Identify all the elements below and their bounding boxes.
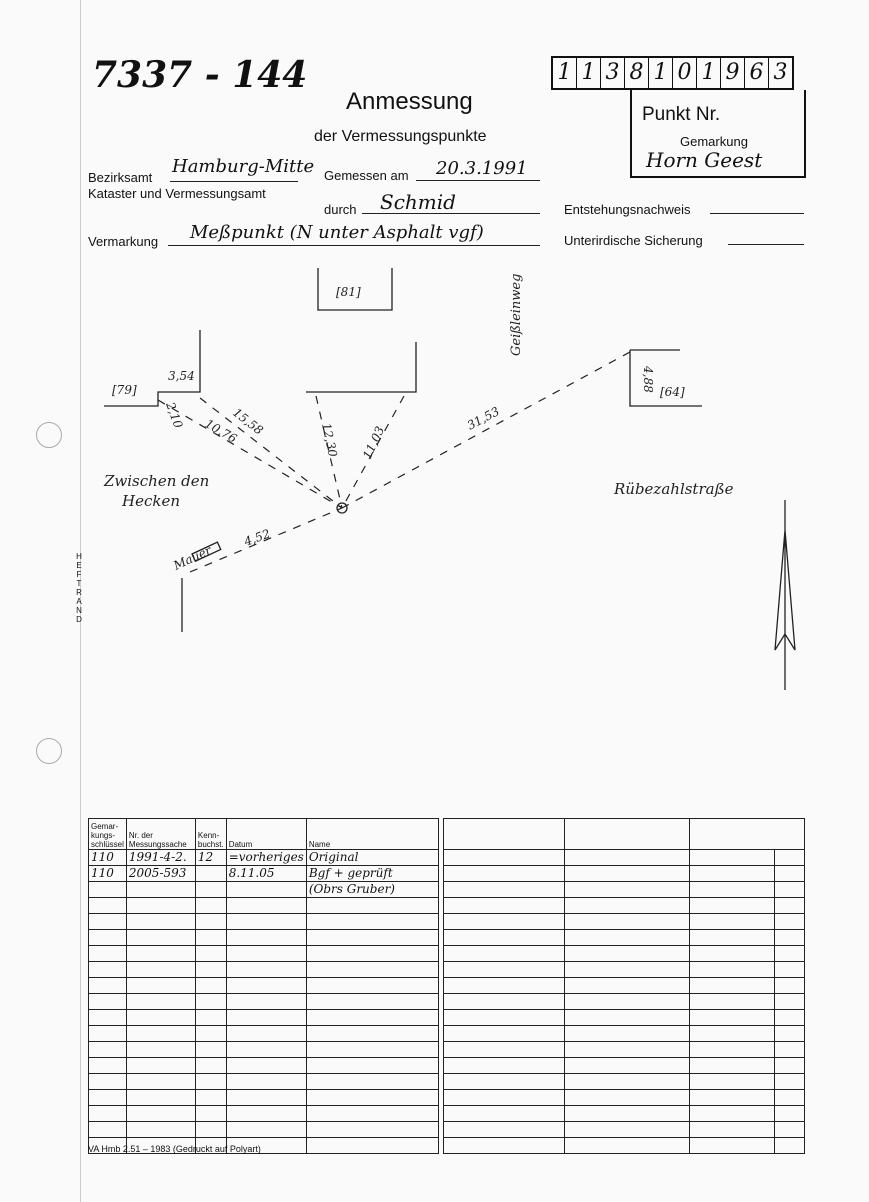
table-cell	[195, 914, 226, 930]
table-row	[89, 1010, 439, 1026]
table-cell	[690, 1026, 775, 1042]
table-row	[444, 1122, 805, 1138]
table-cell	[444, 1042, 565, 1058]
table-cell	[444, 1026, 565, 1042]
table-cell	[195, 994, 226, 1010]
table-cell	[690, 866, 775, 882]
label-81: [81]	[336, 285, 361, 299]
table-cell	[226, 1026, 306, 1042]
table-cell	[565, 882, 690, 898]
vermarkung-value: Meßpunkt (N unter Asphalt vgf)	[190, 222, 484, 243]
table-cell	[195, 930, 226, 946]
table-cell	[306, 1122, 438, 1138]
table-cell	[775, 1090, 805, 1106]
table-cell	[690, 978, 775, 994]
table-cell	[126, 978, 195, 994]
table-cell	[690, 882, 775, 898]
north-arrow	[775, 500, 795, 690]
table-cell	[444, 978, 565, 994]
table-cell	[775, 946, 805, 962]
digit: 9	[721, 58, 745, 88]
digit: 6	[745, 58, 769, 88]
table-row	[89, 850, 439, 866]
table-cell	[565, 1074, 690, 1090]
label-ruebezahl: Rübezahlstraße	[614, 480, 734, 498]
table-cell: Bgf + geprüft	[306, 866, 438, 882]
table-row	[89, 978, 439, 994]
table-cell	[775, 1074, 805, 1090]
table-cell	[226, 946, 306, 962]
table-cell	[195, 866, 226, 882]
table-cell	[226, 1042, 306, 1058]
table-cell	[195, 962, 226, 978]
vermarkung-label: Vermarkung	[88, 234, 159, 249]
table-cell: Original	[306, 850, 438, 866]
label-mauer: Mauer	[171, 543, 214, 573]
table-cell	[690, 1090, 775, 1106]
table-row	[89, 1106, 439, 1122]
table-row	[444, 898, 805, 914]
table-row	[444, 882, 805, 898]
table-cell	[775, 914, 805, 930]
table-cell	[565, 850, 690, 866]
measure-1230: 12,30	[319, 421, 340, 459]
table-cell	[195, 1122, 226, 1138]
table-cell	[126, 1058, 195, 1074]
table-cell	[690, 946, 775, 962]
table-cell	[565, 994, 690, 1010]
table-row	[89, 962, 439, 978]
punkt-nr-label: Punkt Nr.	[642, 104, 721, 125]
label-zwischen: Zwischen den	[104, 472, 210, 490]
table-cell	[690, 1010, 775, 1026]
table-cell	[126, 946, 195, 962]
digit: 1	[649, 58, 673, 88]
gemessen-label: Gemessen am	[324, 168, 409, 183]
digit: 8	[625, 58, 649, 88]
table-cell	[89, 930, 127, 946]
heftrand-label: HEFTRAND	[76, 552, 82, 624]
table-cell	[690, 994, 775, 1010]
table-cell	[89, 898, 127, 914]
table-row	[89, 1026, 439, 1042]
table-cell	[89, 1074, 127, 1090]
table-cell	[565, 1010, 690, 1026]
digit: 3	[773, 60, 788, 85]
table-cell	[775, 1106, 805, 1122]
gemessen-value: 20.3.1991	[436, 158, 528, 179]
gemarkung-label: Gemarkung	[680, 134, 748, 149]
table-cell	[690, 1074, 775, 1090]
table-cell	[226, 914, 306, 930]
table-row	[444, 1026, 805, 1042]
table-cell	[306, 1058, 438, 1074]
table-cell	[195, 1106, 226, 1122]
table-cell	[195, 1026, 226, 1042]
table-cell	[565, 946, 690, 962]
table-cell	[306, 914, 438, 930]
table-cell	[444, 1106, 565, 1122]
table-cell	[565, 1042, 690, 1058]
form-subtitle: der Vermessungspunkte	[314, 128, 487, 145]
label-geissleinweg: Geißleinweg	[509, 273, 524, 356]
table-cell	[775, 882, 805, 898]
table-cell	[444, 819, 565, 850]
table-row	[89, 994, 439, 1010]
table-cell	[195, 1010, 226, 1026]
table-cell	[565, 1138, 690, 1154]
col-header-gemarkung: Gemar-kungs-schlüssel	[89, 819, 127, 850]
table-row	[444, 1074, 805, 1090]
col-header-kennbuchst: Kenn-buchst.	[195, 819, 226, 850]
digit: 0	[673, 58, 697, 88]
table-row	[89, 1122, 439, 1138]
table-cell	[226, 1090, 306, 1106]
table-cell	[444, 1010, 565, 1026]
table-cell	[195, 946, 226, 962]
table-cell	[444, 850, 565, 866]
table-cell	[775, 978, 805, 994]
measure-354: 3,54	[168, 369, 195, 383]
table-cell	[775, 1042, 805, 1058]
label-79: [79]	[112, 383, 137, 397]
table-cell	[444, 994, 565, 1010]
table-cell	[775, 850, 805, 866]
table-row	[444, 1090, 805, 1106]
table-cell: 8.11.05	[226, 866, 306, 882]
form-title: Anmessung	[346, 88, 473, 115]
table-cell	[444, 898, 565, 914]
durch-label: durch	[324, 202, 357, 217]
table-cell	[690, 962, 775, 978]
table-row	[444, 994, 805, 1010]
kataster-label: Kataster und Vermessungsamt	[88, 186, 266, 201]
table-cell	[89, 1010, 127, 1026]
table-cell	[306, 1074, 438, 1090]
table-cell	[89, 978, 127, 994]
table-cell	[306, 978, 438, 994]
table-cell: 2005-593	[126, 866, 195, 882]
table-cell	[126, 898, 195, 914]
table-cell	[565, 1026, 690, 1042]
table-cell	[89, 1058, 127, 1074]
table-cell: 1991-4-2.	[126, 850, 195, 866]
table-cell	[565, 1058, 690, 1074]
table-cell	[775, 1138, 805, 1154]
table-cell	[444, 866, 565, 882]
table-cell	[226, 898, 306, 914]
table-cell	[195, 1042, 226, 1058]
measure-3153: 31,53	[464, 404, 502, 433]
table-row	[444, 914, 805, 930]
table-cell	[565, 962, 690, 978]
table-cell	[306, 930, 438, 946]
table-cell	[775, 898, 805, 914]
table-cell	[565, 930, 690, 946]
table-cell	[565, 1122, 690, 1138]
measure-488: 4,88	[641, 366, 655, 393]
table-row	[444, 930, 805, 946]
table-row	[444, 946, 805, 962]
measure-1103: 11,03	[360, 424, 388, 462]
table-cell: 110	[89, 866, 127, 882]
table-cell	[126, 1106, 195, 1122]
entstehung-label: Entstehungsnachweis	[564, 202, 691, 217]
table-cell: =vorheriges	[226, 850, 306, 866]
table-cell	[444, 882, 565, 898]
table-row	[89, 882, 439, 898]
table-row	[89, 930, 439, 946]
table-cell	[444, 914, 565, 930]
table-cell	[126, 930, 195, 946]
table-cell	[690, 1122, 775, 1138]
table-cell	[565, 866, 690, 882]
table-cell	[126, 1026, 195, 1042]
table-cell: 110	[89, 850, 127, 866]
table-cell	[775, 962, 805, 978]
table-cell	[444, 1058, 565, 1074]
table-cell	[444, 962, 565, 978]
measure-452: 4,52	[242, 526, 273, 549]
table-row	[89, 1074, 439, 1090]
table-cell	[444, 1090, 565, 1106]
table-cell	[444, 930, 565, 946]
table-cell	[226, 994, 306, 1010]
table-cell	[690, 1058, 775, 1074]
table-cell	[89, 882, 127, 898]
table-cell	[565, 819, 690, 850]
table-cell	[126, 1010, 195, 1026]
table-cell	[89, 1026, 127, 1042]
table-cell	[306, 946, 438, 962]
table-cell	[775, 930, 805, 946]
table-row	[89, 914, 439, 930]
table-cell	[126, 962, 195, 978]
table-cell	[690, 930, 775, 946]
hedge-wall-outline	[306, 342, 416, 392]
table-cell	[195, 882, 226, 898]
durch-value: Schmid	[380, 190, 456, 214]
table-cell	[89, 1106, 127, 1122]
measure-1076: 10,76	[202, 416, 240, 446]
table-cell	[306, 994, 438, 1010]
table-cell	[89, 994, 127, 1010]
form-footer: VA Hmb 2.51 – 1983 (Gedruckt auf Polyart)	[88, 1144, 261, 1154]
table-cell	[89, 914, 127, 930]
table-cell	[565, 898, 690, 914]
label-hecken: Hecken	[122, 492, 180, 510]
table-cell: (Obrs Gruber)	[306, 882, 438, 898]
table-row	[444, 1138, 805, 1154]
table-cell	[89, 1042, 127, 1058]
table-cell	[226, 882, 306, 898]
table-row	[89, 1090, 439, 1106]
table-cell	[89, 946, 127, 962]
table-row	[89, 946, 439, 962]
table-cell	[126, 882, 195, 898]
table-cell	[226, 1074, 306, 1090]
table-cell	[306, 1010, 438, 1026]
table-cell	[775, 994, 805, 1010]
table-row	[444, 1010, 805, 1026]
digit: 3	[601, 58, 625, 88]
table-cell	[89, 962, 127, 978]
col-header-name: Name	[306, 819, 438, 850]
table-cell	[195, 1074, 226, 1090]
label-64: [64]	[660, 385, 685, 399]
table-cell	[565, 1090, 690, 1106]
table-cell	[690, 898, 775, 914]
table-cell	[226, 1122, 306, 1138]
col-header-datum: Datum	[226, 819, 306, 850]
table-cell	[195, 898, 226, 914]
digit: 1	[697, 58, 721, 88]
table-cell	[690, 1138, 775, 1154]
table-cell	[306, 1026, 438, 1042]
measure-210: 2,10	[163, 400, 186, 431]
table-row	[89, 898, 439, 914]
table-cell	[226, 1010, 306, 1026]
table-cell	[565, 978, 690, 994]
table-cell	[444, 1074, 565, 1090]
table-cell	[226, 1058, 306, 1074]
table-cell	[775, 1058, 805, 1074]
unterirdisch-label: Unterirdische Sicherung	[564, 233, 703, 248]
table-cell	[126, 1090, 195, 1106]
col-header-messungssache: Nr. der Messungssache	[126, 819, 195, 850]
log-table-continued	[443, 818, 805, 1154]
table-cell	[690, 914, 775, 930]
table-row	[89, 866, 439, 882]
table-row	[444, 1058, 805, 1074]
table-row	[89, 1042, 439, 1058]
table-cell	[89, 1090, 127, 1106]
table-cell	[126, 1074, 195, 1090]
table-cell	[195, 978, 226, 994]
table-cell	[690, 850, 775, 866]
table-cell	[195, 1058, 226, 1074]
table-cell	[306, 1138, 438, 1154]
log-table	[88, 818, 439, 1154]
table-row	[444, 962, 805, 978]
table-row	[89, 1058, 439, 1074]
measure-1558: 15,58	[230, 405, 266, 438]
table-cell	[444, 1138, 565, 1154]
bezirksamt-value: Hamburg-Mitte	[172, 156, 315, 177]
table-cell	[195, 1090, 226, 1106]
table-cell	[444, 1122, 565, 1138]
table-cell	[775, 1026, 805, 1042]
table-cell	[126, 1122, 195, 1138]
table-cell	[306, 1042, 438, 1058]
table-cell	[226, 962, 306, 978]
table-cell	[126, 994, 195, 1010]
table-cell	[775, 866, 805, 882]
table-cell	[306, 1090, 438, 1106]
table-cell	[775, 1010, 805, 1026]
table-cell	[89, 1122, 127, 1138]
table-cell	[126, 1042, 195, 1058]
digit: 1	[553, 58, 577, 88]
table-cell	[306, 1106, 438, 1122]
table-row	[444, 978, 805, 994]
table-cell	[126, 914, 195, 930]
digit: 1	[577, 58, 601, 88]
table-cell	[775, 1122, 805, 1138]
table-cell	[565, 1106, 690, 1122]
table-cell	[565, 914, 690, 930]
table-row	[444, 866, 805, 882]
table-row	[444, 1042, 805, 1058]
table-cell	[306, 962, 438, 978]
table-cell	[690, 1106, 775, 1122]
gemarkung-value: Horn Geest	[646, 148, 763, 172]
table-row	[444, 850, 805, 866]
table-row	[444, 1106, 805, 1122]
table-cell	[226, 978, 306, 994]
table-cell	[226, 1106, 306, 1122]
table-cell: 12	[195, 850, 226, 866]
table-cell	[226, 930, 306, 946]
table-cell	[444, 946, 565, 962]
table-cell	[690, 1042, 775, 1058]
bezirksamt-label: Bezirksamt	[88, 170, 153, 185]
table-cell	[690, 819, 805, 850]
file-number: 7337 - 144	[92, 54, 308, 96]
table-cell	[306, 898, 438, 914]
